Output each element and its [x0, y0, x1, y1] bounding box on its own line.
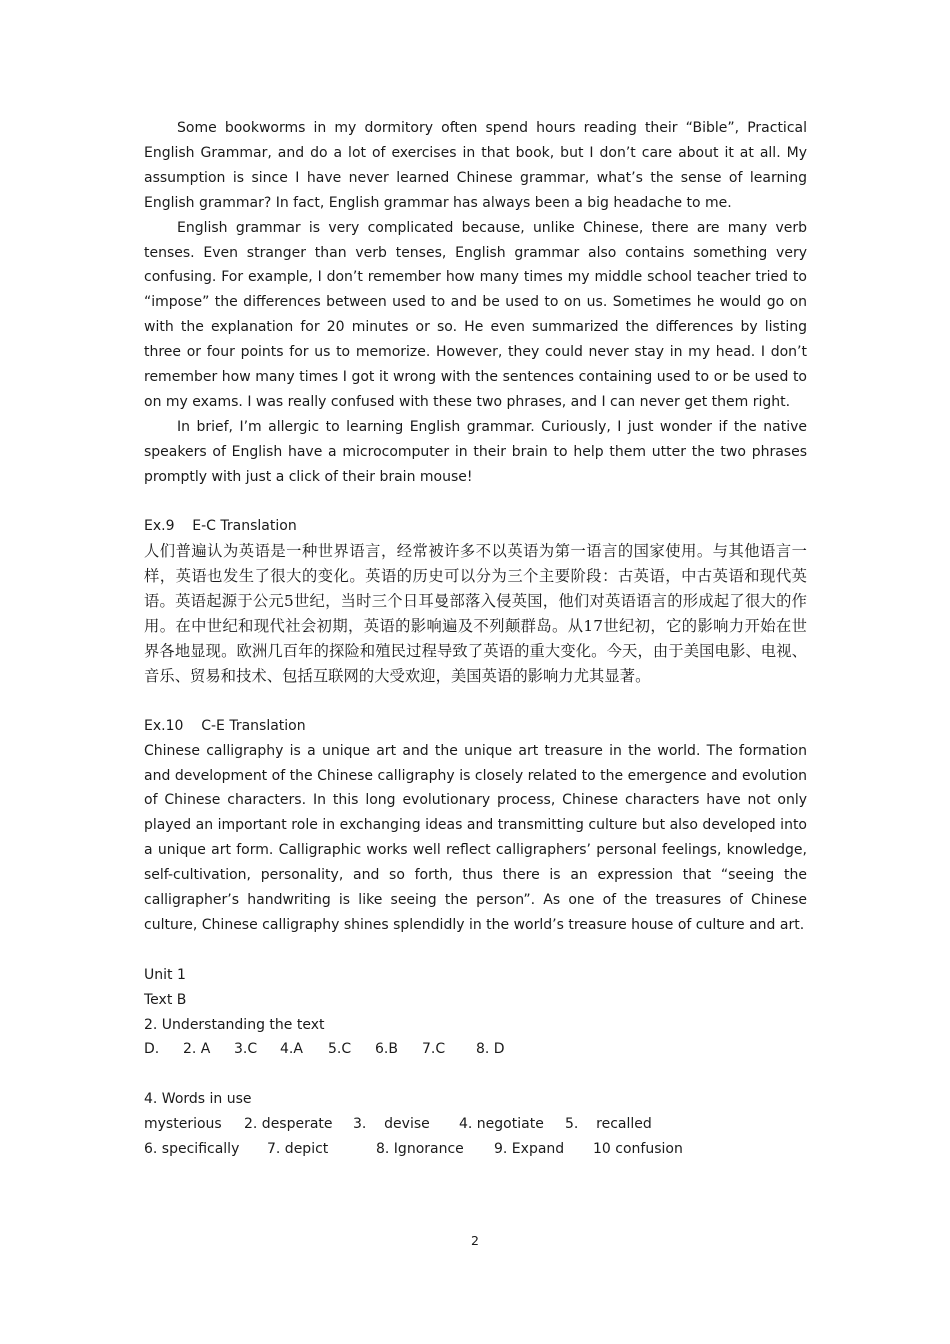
word-item: 7. depict	[267, 1141, 329, 1158]
spacer	[144, 1062, 807, 1087]
answer-item: 5.C	[328, 1041, 352, 1058]
words-heading: 4. Words in use	[144, 1091, 252, 1108]
essay-paragraph-2: English grammar is very complicated because, unlike Chinese, there are many verb tenses. Even stranger than verb tenses, English grammar also contains something very confusing. For example, I don’t remember how many times my middle school teacher tried to “impose” the differences between used to and be used to on us. Sometimes he would go on with the explanation for 20 minutes or so. He even summarized the differences by listing three or four points for us to memorize. However, they could never stay in my head. I don’t remember how many times I got it wrong with the sentences containing used to or be used to on my exams. I was really confused with these two phrases, and I can never get them right.	[144, 219, 807, 410]
ex9-translation-text: 人们普遍认为英语是一种世界语言，经常被许多不以英语为第一语言的国家使用。与其他语言一样，英语也发生了很大的变化。英语的历史可以分为三个主要阶段：古英语，中古英语和现代英语。英语起源于公元5世纪，当时三个日耳曼部落入侵英国，他们对英语语言的形成起了很大的作用。在中世纪和现代社会初期，英语的影响遍及不列颠群岛。从17世纪初，它的影响力开始在世界各地显现。欧洲几百年的探险和殖民过程导致了英语的重大变化。今天，由于美国电影、电视、音乐、贸易和技术、包括互联网的大受欢迎，美国英语的影响力尤其显著。	[144, 542, 807, 685]
essay-paragraph-1: Some bookworms in my dormitory often spend hours reading their “Bible”, Practical English Grammar, and do a lot of exercises in that book, but I don’t care about it at all. My assumption is since I have never learned Chinese grammar, what’s the sense of learning English grammar? In fact, English grammar has always been a big headache to me.	[144, 120, 807, 211]
word-item: 10 confusion	[593, 1141, 683, 1158]
word-item: 9. Expand	[494, 1141, 565, 1158]
understanding-answers	[144, 1037, 807, 1062]
word-item: mysterious	[144, 1116, 222, 1133]
answer-item: 7.C	[422, 1041, 446, 1058]
unit-title: Unit 1	[144, 966, 186, 983]
page-number: 2	[471, 1233, 479, 1248]
ex10-translation-text: Chinese calligraphy is a unique art and the unique art treasure in the world. The formation and development of the Chinese calligraphy is closely related to the emergence and evolution of Chinese characters. In this long evolutionary process, Chinese characters have not only played an important role in exchanging ideas and transmitting culture but also developed into a unique art form. Calligraphic works well reflect calligraphers’ personal feelings, knowledge, self-cultivation, personality, and so forth, thus there is an expression that “seeing the calligrapher’s handwriting is like seeing the person”. As one of the treasures of Chinese culture, Chinese calligraphy shines splendidly in the world’s treasure house of culture and art.	[144, 742, 807, 933]
answer-item: 4.A	[280, 1041, 303, 1058]
answer-item: 8. D	[476, 1041, 505, 1058]
answer-item: D.	[144, 1041, 160, 1058]
answer-item: 3.C	[234, 1041, 258, 1058]
word-item: 3. devise	[353, 1116, 430, 1133]
word-item: 2. desperate	[244, 1116, 333, 1133]
spacer	[144, 689, 807, 714]
answer-item: 2. A	[183, 1041, 211, 1058]
ex9-heading: Ex.9 E-C Translation	[144, 518, 297, 535]
words-row-2	[144, 1137, 807, 1162]
understanding-heading: 2. Understanding the text	[144, 1016, 325, 1033]
answer-item: 6.B	[375, 1041, 398, 1058]
ex10-heading: Ex.10 C-E Translation	[144, 717, 306, 734]
words-row-1	[144, 1112, 807, 1137]
word-item: 6. specifically	[144, 1141, 240, 1158]
document-body	[144, 116, 807, 1162]
word-item: 8. Ignorance	[376, 1141, 464, 1158]
spacer	[144, 490, 807, 515]
spacer	[144, 938, 807, 963]
text-label: Text B	[144, 991, 187, 1008]
word-item: 4. negotiate	[459, 1116, 544, 1133]
essay-paragraph-3: In brief, I’m allergic to learning English grammar. Curiously, I just wonder if the native speakers of English have a microcomputer in their brain to help them utter the two phrases promptly with just a click of their brain mouse!	[144, 418, 807, 485]
word-item: 5. recalled	[565, 1116, 652, 1133]
